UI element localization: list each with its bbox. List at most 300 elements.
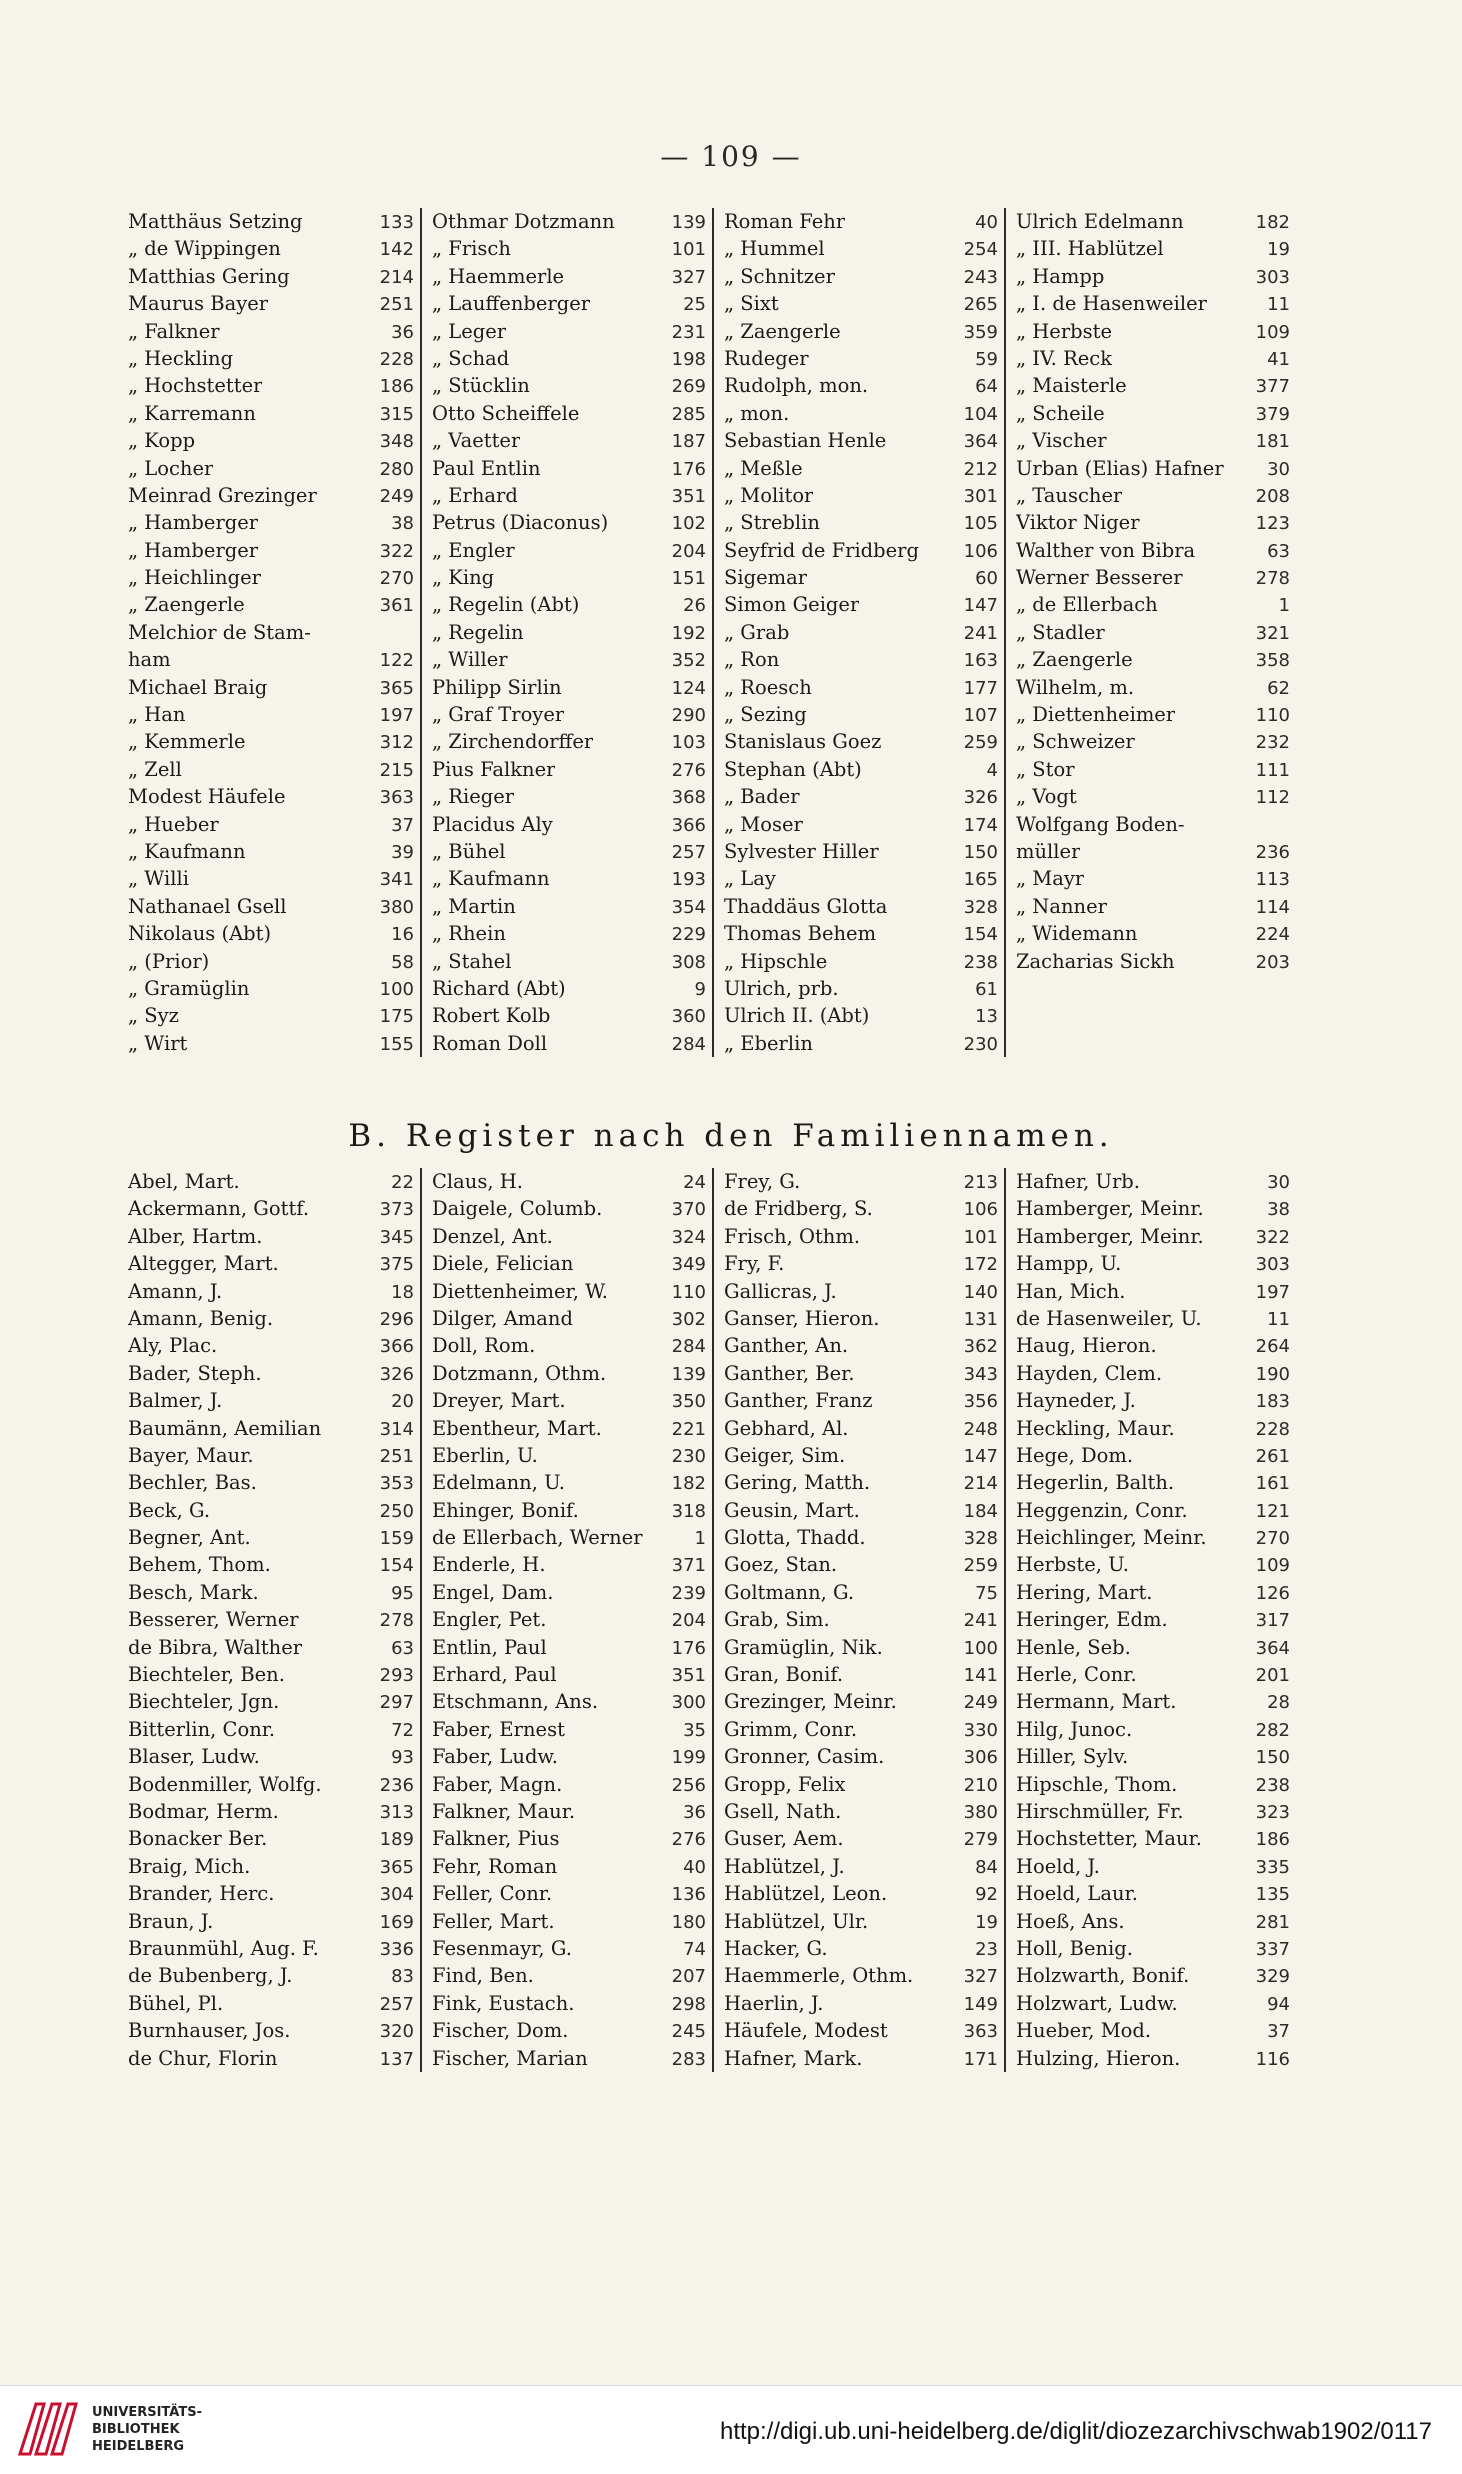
entry-page-ref: 155 (379, 1033, 414, 1055)
entry-name: Ulrich Edelmann (1016, 210, 1184, 233)
entry-name: Paul Entlin (432, 456, 541, 480)
entry-name: „ Stücklin (432, 374, 530, 398)
index-entry (724, 318, 998, 345)
entry-page-ref: 174 (963, 814, 998, 836)
entry-name: Hayden, Clem. (1016, 1361, 1163, 1385)
entry-page-ref: 238 (963, 951, 998, 973)
entry-name: Falkner, Pius (432, 1827, 560, 1851)
entry-page-ref: 308 (671, 951, 706, 973)
entry-page-ref: 373 (379, 1199, 414, 1221)
index-entry (432, 619, 706, 646)
entry-name: „ Rhein (432, 922, 506, 946)
index-entry (432, 1168, 706, 1195)
entry-name: Besch, Mark. (128, 1580, 259, 1604)
index-entry (1016, 290, 1290, 317)
index-entry (1016, 838, 1290, 865)
entry-name: Holzwart, Ludw. (1016, 1991, 1178, 2015)
entry-page-ref: 161 (1255, 1473, 1290, 1495)
index-entry (1016, 1990, 1290, 2017)
entry-page-ref: 147 (963, 1445, 998, 1467)
entry-page-ref: 22 (391, 1172, 414, 1193)
index-entry (724, 1908, 998, 1935)
entry-name: „ (Prior) (128, 949, 210, 973)
index-entry (724, 455, 998, 482)
entry-name: Heringer, Edm. (1016, 1608, 1168, 1632)
index-entry (724, 1250, 998, 1277)
index-entry (724, 1332, 998, 1359)
entry-name: Bader, Steph. (128, 1361, 262, 1385)
entry-name: Biechteler, Jgn. (128, 1690, 280, 1714)
index-entry (432, 756, 706, 783)
index-entry (1016, 783, 1290, 810)
index-entry (432, 1442, 706, 1469)
entry-name: „ Bader (724, 785, 800, 809)
entry-page-ref: 328 (963, 1528, 998, 1550)
index-entry (1016, 372, 1290, 399)
entry-name: Geiger, Sim. (724, 1443, 846, 1467)
entry-name: Hulzing, Hieron. (1016, 2046, 1181, 2070)
entry-page-ref: 102 (671, 513, 706, 535)
entry-page-ref: 186 (1255, 1829, 1290, 1851)
index-entry (1016, 1250, 1290, 1277)
index-entry (432, 1524, 706, 1551)
entry-name: Thaddäus Glotta (724, 894, 888, 918)
entry-name: Rudeger (724, 346, 809, 370)
entry-page-ref: 1 (1278, 595, 1290, 617)
entry-name: Hafner, Urb. (1016, 1170, 1140, 1193)
entry-page-ref: 377 (1255, 376, 1290, 398)
index-entry (1016, 701, 1290, 728)
entry-name: Nathanael Gsell (128, 894, 287, 918)
entry-name: Rudolph, mon. (724, 374, 869, 398)
entry-name: Gronner, Casim. (724, 1745, 885, 1769)
index-entry (724, 1002, 998, 1029)
entry-page-ref: 231 (671, 321, 706, 343)
entry-name: „ Widemann (1016, 922, 1138, 946)
index-entry (432, 1935, 706, 1962)
index-entry (432, 400, 706, 427)
index-entry (432, 1798, 706, 1825)
entry-name: Braun, J. (128, 1909, 214, 1933)
entry-page-ref: 11 (1267, 1308, 1290, 1330)
entry-page-ref: 84 (975, 1856, 998, 1878)
index-entry (724, 756, 998, 783)
entry-name: „ Hamberger (128, 511, 259, 535)
entry-name: Othmar Dotzmann (432, 210, 615, 233)
index-entry (724, 290, 998, 317)
index-entry (128, 1195, 414, 1222)
index-entry (724, 1825, 998, 1852)
entry-name: Abel, Mart. (128, 1170, 240, 1193)
entry-page-ref: 140 (963, 1281, 998, 1303)
index-entry (432, 1908, 706, 1935)
entry-page-ref: 364 (1255, 1637, 1290, 1659)
entry-page-ref: 304 (379, 1884, 414, 1906)
register-section-a (128, 208, 1296, 1057)
entry-page-ref: 364 (963, 431, 998, 453)
index-entry (1016, 455, 1290, 482)
entry-page-ref: 353 (379, 1473, 414, 1495)
entry-name: Pius Falkner (432, 757, 556, 781)
entry-page-ref: 238 (1255, 1774, 1290, 1796)
entry-page-ref: 360 (671, 1006, 706, 1028)
index-entry (724, 1415, 998, 1442)
entry-page-ref: 261 (1255, 1445, 1290, 1467)
entry-name: Fischer, Marian (432, 2046, 588, 2070)
index-entry (128, 1469, 414, 1496)
entry-name: „ Lay (724, 867, 776, 891)
index-entry (1016, 564, 1290, 591)
index-entry (724, 646, 998, 673)
entry-page-ref: 109 (1255, 1555, 1290, 1577)
entry-name: Ebentheur, Mart. (432, 1416, 602, 1440)
index-entry (1016, 1442, 1290, 1469)
entry-page-ref: 365 (379, 677, 414, 699)
entry-name: Nikolaus (Abt) (128, 922, 272, 946)
index-entry (724, 1962, 998, 1989)
entry-name: Guser, Aem. (724, 1827, 844, 1851)
entry-name: Dotzmann, Othm. (432, 1361, 607, 1385)
entry-name: Heichlinger, Meinr. (1016, 1526, 1207, 1550)
entry-page-ref: 175 (379, 1006, 414, 1028)
entry-name: Bodenmiller, Wolfg. (128, 1772, 322, 1796)
entry-name: Hipschle, Thom. (1016, 1772, 1178, 1796)
entry-name: Balmer, J. (128, 1389, 223, 1413)
entry-page-ref: 257 (671, 841, 706, 863)
entry-page-ref: 147 (963, 595, 998, 617)
entry-page-ref: 236 (379, 1774, 414, 1796)
index-entry (128, 646, 414, 673)
entry-page-ref: 303 (1255, 266, 1290, 288)
entry-name: „ Eberlin (724, 1031, 813, 1055)
entry-page-ref: 270 (379, 568, 414, 590)
entry-name: Petrus (Diaconus) (432, 511, 609, 535)
entry-page-ref: 114 (1255, 896, 1290, 918)
entry-page-ref: 362 (963, 1336, 998, 1358)
entry-page-ref: 224 (1255, 924, 1290, 946)
entry-name: „ Stadler (1016, 620, 1105, 644)
entry-page-ref: 356 (963, 1391, 998, 1413)
entry-page-ref: 176 (671, 1637, 706, 1659)
entry-page-ref: 182 (1255, 212, 1290, 233)
entry-page-ref: 163 (963, 650, 998, 672)
index-entry (724, 728, 998, 755)
entry-page-ref: 151 (671, 568, 706, 590)
index-entry (128, 509, 414, 536)
entry-name: Biechteler, Ben. (128, 1663, 285, 1687)
index-entry (432, 1415, 706, 1442)
index-entry (432, 1195, 706, 1222)
entry-page-ref: 214 (963, 1473, 998, 1495)
index-entry (128, 619, 414, 646)
index-entry (724, 1688, 998, 1715)
entry-name: Henle, Seb. (1016, 1635, 1131, 1659)
index-entry (432, 1332, 706, 1359)
index-entry (724, 1497, 998, 1524)
index-entry (432, 509, 706, 536)
index-entry (432, 865, 706, 892)
index-entry (128, 1825, 414, 1852)
index-entry (724, 263, 998, 290)
entry-page-ref: 104 (963, 403, 998, 425)
entry-page-ref: 375 (379, 1254, 414, 1276)
entry-page-ref: 100 (963, 1637, 998, 1659)
entry-name: „ Lauffenberger (432, 292, 591, 316)
entry-name: „ Sezing (724, 703, 807, 727)
index-entry (724, 920, 998, 947)
index-entry (128, 1332, 414, 1359)
entry-name: Holzwarth, Bonif. (1016, 1964, 1190, 1988)
entry-page-ref: 107 (963, 705, 998, 727)
entry-page-ref: 13 (975, 1006, 998, 1028)
index-entry (724, 1360, 998, 1387)
entry-name: Roman Doll (432, 1031, 548, 1055)
source-url-link[interactable]: http://digi.ub.uni-heidelberg.de/diglit/diozezarchivschwab1902/0117 (719, 2418, 1432, 2445)
entry-name: Falkner, Maur. (432, 1799, 576, 1823)
index-entry (724, 1853, 998, 1880)
index-entry (724, 1716, 998, 1743)
entry-page-ref: 38 (391, 513, 414, 535)
entry-page-ref: 228 (1255, 1418, 1290, 1440)
entry-name: „ Haemmerle (432, 264, 565, 288)
register-section-b (128, 1168, 1296, 2072)
entry-name: Wilhelm, m. (1016, 675, 1135, 699)
index-entry (724, 1551, 998, 1578)
index-entry (1016, 1688, 1290, 1715)
entry-page-ref: 83 (391, 1966, 414, 1988)
entry-name: Maurus Bayer (128, 292, 269, 316)
entry-page-ref: 110 (1255, 705, 1290, 727)
entry-page-ref: 197 (1255, 1281, 1290, 1303)
library-name-line-3: HEIDELBERG (92, 2439, 185, 2454)
entry-name: Modest Häufele (128, 785, 286, 809)
entry-name: Michael Braig (128, 675, 268, 699)
entry-name: Claus, H. (432, 1170, 523, 1193)
entry-name: Erhard, Paul (432, 1663, 557, 1687)
entry-name: „ Sixt (724, 292, 779, 316)
entry-name: Urban (Elias) Hafner (1016, 456, 1224, 480)
entry-page-ref: 136 (671, 1884, 706, 1906)
entry-page-ref: 141 (963, 1665, 998, 1687)
index-entry (432, 1250, 706, 1277)
entry-page-ref: 20 (391, 1391, 414, 1413)
index-entry (128, 1716, 414, 1743)
index-entry (1016, 1825, 1290, 1852)
index-entry (432, 948, 706, 975)
entry-page-ref: 361 (379, 595, 414, 617)
entry-name: Daigele, Columb. (432, 1197, 603, 1221)
entry-name: „ Zaengerle (724, 319, 841, 343)
index-entry (724, 1442, 998, 1469)
entry-page-ref: 94 (1267, 1993, 1290, 2015)
index-entry (432, 1743, 706, 1770)
entry-page-ref: 293 (379, 1665, 414, 1687)
entry-name: Ulrich II. (Abt) (724, 1004, 870, 1028)
entry-name: „ Leger (432, 319, 507, 343)
entry-page-ref: 278 (379, 1610, 414, 1632)
index-column (420, 208, 712, 1057)
entry-page-ref: 189 (379, 1829, 414, 1851)
index-entry (724, 372, 998, 399)
entry-page-ref: 198 (671, 348, 706, 370)
entry-page-ref: 290 (671, 705, 706, 727)
entry-page-ref: 337 (1255, 1938, 1290, 1960)
index-entry (128, 1853, 414, 1880)
index-entry (724, 783, 998, 810)
entry-name: Braunmühl, Aug. F. (128, 1936, 319, 1960)
entry-page-ref: 18 (391, 1281, 414, 1303)
entry-name: Thomas Behem (724, 922, 877, 946)
index-entry (432, 1771, 706, 1798)
entry-name: Hoeld, J. (1016, 1854, 1100, 1878)
entry-name: „ Scheile (1016, 401, 1105, 425)
entry-page-ref: 327 (963, 1966, 998, 1988)
entry-page-ref: 187 (671, 431, 706, 453)
index-entry (128, 1606, 414, 1633)
entry-page-ref: 363 (963, 2021, 998, 2043)
index-entry (724, 1469, 998, 1496)
entry-page-ref: 351 (671, 485, 706, 507)
entry-name: Ganther, An. (724, 1334, 849, 1358)
entry-page-ref: 106 (963, 540, 998, 562)
index-entry (724, 2017, 998, 2044)
entry-page-ref: 329 (1255, 1966, 1290, 1988)
entry-name: Stephan (Abt) (724, 757, 862, 781)
index-entry (432, 1030, 706, 1057)
entry-name: Gallicras, J. (724, 1279, 837, 1303)
entry-name: Altegger, Mart. (128, 1252, 279, 1276)
entry-name: „ Engler (432, 538, 515, 562)
index-entry (1016, 1661, 1290, 1688)
entry-page-ref: 61 (975, 978, 998, 1000)
entry-page-ref: 230 (671, 1445, 706, 1467)
entry-page-ref: 109 (1255, 321, 1290, 343)
index-entry (1016, 1880, 1290, 1907)
entry-name: Hoeß, Ans. (1016, 1909, 1125, 1933)
entry-page-ref: 37 (391, 814, 414, 836)
index-entry (724, 865, 998, 892)
entry-page-ref: 256 (671, 1774, 706, 1796)
entry-page-ref: 312 (379, 732, 414, 754)
entry-name: Herle, Conr. (1016, 1663, 1137, 1687)
index-entry (1016, 1853, 1290, 1880)
entry-page-ref: 135 (1255, 1884, 1290, 1906)
entry-page-ref: 221 (671, 1418, 706, 1440)
entry-page-ref: 326 (379, 1363, 414, 1385)
entry-page-ref: 183 (1255, 1391, 1290, 1413)
section-heading: B. Register nach den Familiennamen. (348, 1118, 1114, 1154)
index-entry (1016, 235, 1290, 262)
index-entry (1016, 1332, 1290, 1359)
entry-name: Fry, F. (724, 1252, 785, 1276)
entry-name: Hering, Mart. (1016, 1580, 1153, 1604)
index-entry (432, 1606, 706, 1633)
library-name-line-2: BIBLIOTHEK (92, 2422, 180, 2437)
index-entry (432, 591, 706, 618)
index-entry (128, 1880, 414, 1907)
index-entry (1016, 1908, 1290, 1935)
index-entry (1016, 345, 1290, 372)
index-entry (432, 1278, 706, 1305)
index-entry (128, 591, 414, 618)
entry-name: Eberlin, U. (432, 1443, 538, 1467)
index-column (712, 1168, 1004, 2072)
entry-page-ref: 269 (671, 376, 706, 398)
entry-name: „ Vaetter (432, 429, 521, 453)
index-entry (432, 1716, 706, 1743)
entry-name: Engel, Dam. (432, 1580, 554, 1604)
entry-name: „ Molitor (724, 483, 814, 507)
entry-page-ref: 278 (1255, 568, 1290, 590)
entry-name: Feller, Conr. (432, 1882, 553, 1906)
entry-name: „ de Wippingen (128, 237, 281, 261)
entry-page-ref: 276 (671, 1829, 706, 1851)
entry-page-ref: 326 (963, 787, 998, 809)
index-entry (1016, 482, 1290, 509)
entry-name: „ Kaufmann (128, 839, 246, 863)
index-entry (432, 1661, 706, 1688)
entry-page-ref: 93 (391, 1747, 414, 1769)
entry-name: Find, Ben. (432, 1964, 534, 1988)
entry-page-ref: 254 (963, 239, 998, 261)
index-entry (432, 1223, 706, 1250)
index-entry (128, 537, 414, 564)
entry-page-ref: 363 (379, 787, 414, 809)
entry-name: Melchior de Stam- (128, 620, 311, 644)
entry-page-ref: 112 (1255, 787, 1290, 809)
index-entry (432, 208, 706, 235)
entry-name: Hampp, U. (1016, 1252, 1122, 1276)
index-entry (128, 1278, 414, 1305)
entry-page-ref: 203 (1255, 951, 1290, 973)
index-entry (1016, 1935, 1290, 1962)
index-entry (432, 537, 706, 564)
entry-page-ref: 296 (379, 1308, 414, 1330)
entry-page-ref: 92 (975, 1884, 998, 1906)
entry-name: „ Falkner (128, 319, 220, 343)
index-entry (724, 1634, 998, 1661)
entry-name: „ Streblin (724, 511, 820, 535)
entry-page-ref: 232 (1255, 732, 1290, 754)
entry-name: Gebhard, Al. (724, 1416, 849, 1440)
entry-name: Alber, Hartm. (128, 1224, 263, 1248)
index-entry (128, 893, 414, 920)
entry-name: Ganther, Franz (724, 1389, 873, 1413)
index-entry (432, 1497, 706, 1524)
entry-page-ref: 230 (963, 1033, 998, 1055)
entry-page-ref: 131 (963, 1308, 998, 1330)
entry-page-ref: 322 (1255, 1226, 1290, 1248)
entry-name: Grab, Sim. (724, 1608, 830, 1632)
entry-page-ref: 181 (1255, 431, 1290, 453)
index-entry (1016, 756, 1290, 783)
entry-page-ref: 270 (1255, 1528, 1290, 1550)
entry-name: „ Bühel (432, 839, 506, 863)
entry-page-ref: 280 (379, 458, 414, 480)
index-entry (128, 756, 414, 783)
entry-page-ref: 251 (379, 294, 414, 316)
entry-page-ref: 38 (1267, 1199, 1290, 1221)
index-entry (128, 1360, 414, 1387)
entry-name: „ Rieger (432, 785, 515, 809)
entry-name: Ackermann, Gottf. (128, 1197, 310, 1221)
index-entry (1016, 1579, 1290, 1606)
index-entry (724, 975, 998, 1002)
entry-page-ref: 345 (379, 1226, 414, 1248)
entry-page-ref: 40 (975, 212, 998, 233)
index-entry (724, 509, 998, 536)
entry-name: Hamberger, Meinr. (1016, 1224, 1204, 1248)
